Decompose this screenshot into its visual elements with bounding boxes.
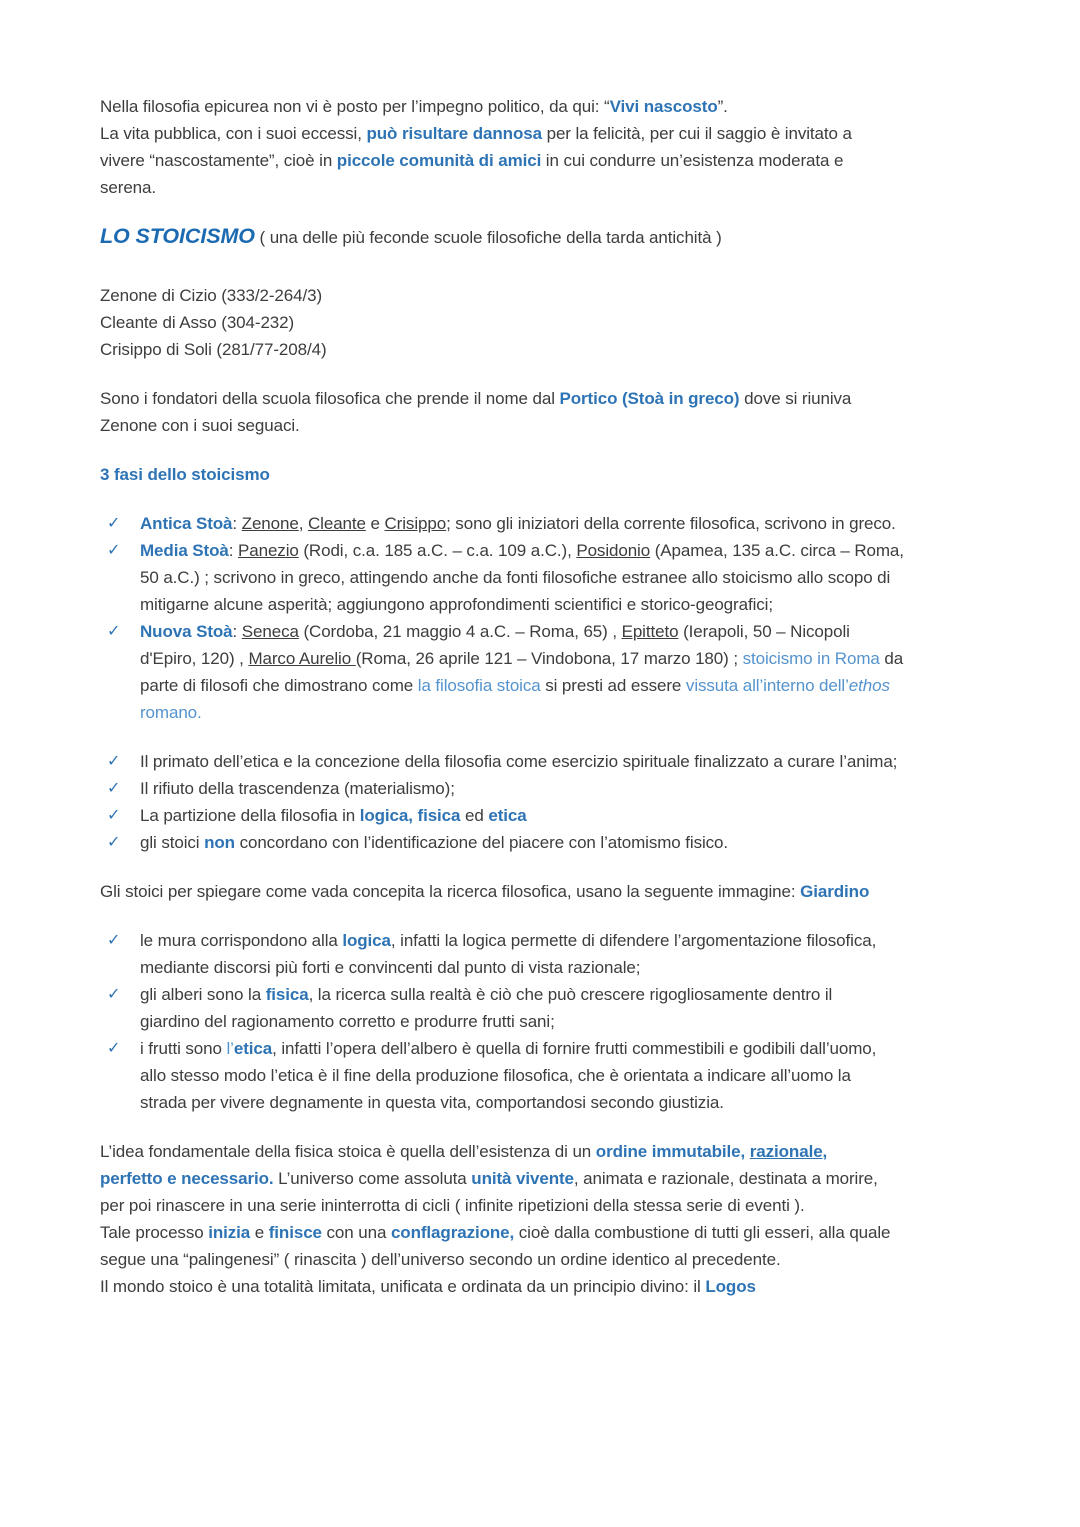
text-run: (Roma, 26 aprile 121 – Vindobona, 17 marzo 180) ; <box>355 649 743 668</box>
underlined-name: Panezio <box>238 541 299 560</box>
text-run: ed <box>460 806 489 825</box>
underlined-name: Marco Aurelio <box>248 649 356 668</box>
text-run: Crisippo di Soli (281/77-208/4) <box>100 340 327 359</box>
text-line <box>140 802 1005 829</box>
checklist-item-text <box>140 1035 1005 1116</box>
text-run: , infatti la logica permette di difendere l’argomentazione filosofica, <box>390 931 877 950</box>
checklist-item <box>100 981 1005 1035</box>
highlighted-term: Vivi nascosto <box>609 97 718 116</box>
checklist-item-text <box>140 802 1005 829</box>
text-run: strada per vivere degnamente in questa vita, comportandosi secondo giustizia. <box>140 1093 724 1112</box>
text-line <box>140 672 1005 699</box>
check-icon: ✓ <box>107 542 121 559</box>
text-line <box>100 1192 1005 1219</box>
principles-checklist <box>100 748 1005 856</box>
text-run: L’idea fondamentale della fisica stoica è quella dell’esistenza di un <box>100 1142 596 1161</box>
check-icon: ✓ <box>107 623 121 640</box>
highlighted-term: piccole comunità di amici <box>336 151 542 170</box>
underlined-name: Crisippo <box>384 514 447 533</box>
text-run: Sono i fondatori della scuola filosofica che prende il nome dal <box>100 389 560 408</box>
document-content <box>100 93 1005 1300</box>
text-run: (Ierapoli, 50 – Nicopoli <box>678 622 850 641</box>
text-run: , infatti l’opera dell’albero è quella di fornire frutti commestibili e godibili dall’uomo, <box>272 1039 877 1058</box>
founders-list <box>100 282 1005 363</box>
text-line <box>100 1273 1005 1300</box>
intro-paragraph <box>100 93 1005 201</box>
highlighted-term: conflagrazione, <box>390 1223 515 1242</box>
checklist-item <box>100 748 1005 775</box>
checklist-item-text <box>140 829 1005 856</box>
highlighted-term: logica <box>342 931 391 950</box>
text-line <box>100 120 1005 147</box>
text-run: le mura corrispondono alla <box>140 931 343 950</box>
text-line <box>140 1089 1005 1116</box>
checklist-item-text <box>140 748 1005 775</box>
underlined-name: Cleante <box>307 514 366 533</box>
text-run: : <box>228 541 238 560</box>
text-run: per la felicità, per cui il saggio è invitato a <box>541 124 852 143</box>
text-line <box>140 564 1005 591</box>
checklist-item-text <box>140 981 1005 1035</box>
text-run: (Cordoba, 21 maggio 4 a.C. – Roma, 65) , <box>298 622 622 641</box>
text-run: La partizione della filosofia in <box>140 806 360 825</box>
highlighted-term: ordine immutabile, <box>595 1142 750 1161</box>
check-icon: ✓ <box>107 986 121 1003</box>
text-run: parte di filosofi che dimostrano come <box>140 676 418 695</box>
text-run: : <box>232 622 242 641</box>
text-run: Il rifiuto della trascendenza (materialismo); <box>140 779 455 798</box>
text-run: (Rodi, c.a. 185 a.C. – c.a. 109 a.C.), <box>298 541 577 560</box>
text-run: e <box>250 1223 269 1242</box>
checklist-item <box>100 1035 1005 1116</box>
text-run: in cui condurre un’esistenza moderata e <box>541 151 844 170</box>
physics-paragraph <box>100 1138 1005 1300</box>
text-line <box>100 282 1005 309</box>
light-blue-phrase: l’ <box>226 1039 234 1058</box>
text-run: Il mondo stoico è una totalità limitata, unificata e ordinata da un principio divino: il <box>100 1277 706 1296</box>
highlighted-term: perfetto e necessario. <box>100 1169 274 1188</box>
text-run: L’universo come assoluta <box>273 1169 472 1188</box>
text-run: (Apamea, 135 a.C. circa – Roma, <box>650 541 904 560</box>
highlighted-term: fisica <box>417 806 461 825</box>
stoicismo-heading <box>100 221 1005 253</box>
light-blue-phrase: stoicismo in Roma <box>742 649 880 668</box>
text-run: dove si riuniva <box>739 389 852 408</box>
text-line <box>140 829 1005 856</box>
text-run: , <box>298 514 308 533</box>
text-line <box>140 927 1005 954</box>
text-line <box>100 1138 1005 1165</box>
light-blue-phrase: vissuta all’interno dell’ <box>685 676 849 695</box>
text-run: segue una “palingenesi” ( rinascita ) dell’universo secondo un ordine identico al precedente. <box>100 1250 781 1269</box>
checklist-item <box>100 775 1005 802</box>
check-icon: ✓ <box>107 807 121 824</box>
text-run: Nella filosofia epicurea non vi è posto per l’impegno politico, da qui: “ <box>100 97 610 116</box>
text-run: da <box>879 649 904 668</box>
text-run: Gli stoici per spiegare come vada concepita la ricerca filosofica, usano la seguente immagine: <box>100 882 801 901</box>
highlighted-term: Giardino <box>800 882 870 901</box>
checklist-item <box>100 927 1005 981</box>
highlighted-term: fisica <box>265 985 309 1004</box>
highlighted-term: 3 fasi dello stoicismo <box>100 465 270 484</box>
checklist-item-text <box>140 510 1005 537</box>
highlighted-term: Media Stoà <box>140 541 229 560</box>
text-line <box>100 174 1005 201</box>
text-run: e <box>365 514 385 533</box>
highlighted-term: Antica Stoà <box>140 514 233 533</box>
text-line <box>100 147 1005 174</box>
check-icon: ✓ <box>107 1040 121 1057</box>
text-line <box>140 1008 1005 1035</box>
text-run: Tale processo <box>100 1223 209 1242</box>
checklist-item <box>100 510 1005 537</box>
text-line <box>140 618 1005 645</box>
garden-checklist <box>100 927 1005 1116</box>
text-line <box>100 1219 1005 1246</box>
stoa-phases-checklist <box>100 510 1005 726</box>
highlighted-underlined-term: razionale, <box>749 1142 828 1161</box>
underlined-name: Seneca <box>241 622 299 641</box>
text-line <box>100 461 1005 488</box>
highlighted-term: Nuova Stoà <box>140 622 233 641</box>
text-run: 50 a.C.) ; scrivono in greco, attingendo anche da fonti filosofiche estranee allo stoicismo allo scopo di <box>140 568 891 587</box>
text-line <box>140 1062 1005 1089</box>
check-icon: ✓ <box>107 515 121 532</box>
text-run: allo stesso modo l’etica è il fine della produzione filosofica, che è orientata a indicare all’uomo la <box>140 1066 851 1085</box>
highlighted-term: non <box>204 833 235 852</box>
check-icon: ✓ <box>107 780 121 797</box>
underlined-name: Posidonio <box>576 541 651 560</box>
text-run: La vita pubblica, con i suoi eccessi, <box>100 124 367 143</box>
highlighted-term: Logos <box>705 1277 756 1296</box>
underlined-name: Epitteto <box>621 622 679 641</box>
text-line <box>140 591 1005 618</box>
text-run: giardino del ragionamento corretto e produrre frutti sani; <box>140 1012 555 1031</box>
text-run: d'Epiro, 120) , <box>140 649 249 668</box>
light-blue-phrase: la filosofia stoica <box>417 676 541 695</box>
text-line <box>100 412 1005 439</box>
text-run: concordano con l’identificazione del piacere con l’atomismo fisico. <box>234 833 729 852</box>
text-run: mitigarne alcune asperità; aggiungono approfondimenti scientifici e storico-geografici; <box>140 595 773 614</box>
checklist-item-text <box>140 537 1005 618</box>
highlighted-term: può risultare dannosa <box>366 124 542 143</box>
text-line <box>100 878 1005 905</box>
checklist-item <box>100 537 1005 618</box>
check-icon: ✓ <box>107 932 121 949</box>
text-line <box>140 1035 1005 1062</box>
highlighted-term: etica <box>488 806 527 825</box>
highlighted-term: finisce <box>268 1223 322 1242</box>
checklist-item-text <box>140 775 1005 802</box>
checklist-item <box>100 802 1005 829</box>
text-run: ( una delle più feconde scuole filosofiche della tarda antichità ) <box>254 228 722 247</box>
text-line <box>100 1165 1005 1192</box>
text-run: Il primato dell’etica e la concezione della filosofia come esercizio spirituale finalizzato a curare l’anima; <box>140 752 898 771</box>
light-blue-phrase: romano. <box>140 703 202 722</box>
text-run: vivere “nascostamente”, cioè in <box>100 151 337 170</box>
highlighted-term: etica <box>233 1039 273 1058</box>
heading-title-text: LO STOICISMO <box>100 224 255 248</box>
highlighted-term: unità vivente <box>471 1169 574 1188</box>
text-line <box>100 309 1005 336</box>
text-run: i frutti sono <box>140 1039 227 1058</box>
text-run: gli alberi sono la <box>140 985 266 1004</box>
text-run: gli stoici <box>140 833 205 852</box>
text-line <box>140 954 1005 981</box>
text-line <box>140 510 1005 537</box>
text-line <box>140 537 1005 564</box>
text-run: Zenone con i suoi seguaci. <box>100 416 300 435</box>
text-run: mediante discorsi più forti e convincenti dal punto di vista razionale; <box>140 958 641 977</box>
text-line <box>140 775 1005 802</box>
text-run: ”. <box>717 97 728 116</box>
garden-intro-paragraph <box>100 878 1005 905</box>
text-run: ; sono gli iniziatori della corrente filosofica, scrivono in greco. <box>446 514 896 533</box>
highlighted-term: Portico (Stoà in greco) <box>559 389 740 408</box>
text-run: cioè dalla combustione di tutti gli esseri, alla quale <box>514 1223 891 1242</box>
text-run: : <box>232 514 242 533</box>
check-icon: ✓ <box>107 753 121 770</box>
text-line <box>140 748 1005 775</box>
check-icon: ✓ <box>107 834 121 851</box>
highlighted-term: logica, <box>359 806 413 825</box>
text-run: Cleante di Asso (304-232) <box>100 313 295 332</box>
text-line <box>140 645 1005 672</box>
italic-light-blue-term: ethos <box>848 676 890 695</box>
text-line <box>140 699 1005 726</box>
text-line <box>100 1246 1005 1273</box>
text-line <box>140 981 1005 1008</box>
text-line <box>100 221 1005 253</box>
text-run: per poi rinascere in una serie ininterrotta di cicli ( infinite ripetizioni della stessa serie di eventi ). <box>100 1196 805 1215</box>
text-run: si presti ad essere <box>540 676 686 695</box>
text-line <box>100 336 1005 363</box>
text-run: serena. <box>100 178 157 197</box>
text-run: con una <box>321 1223 391 1242</box>
founders-paragraph <box>100 385 1005 439</box>
text-run: Zenone di Cizio (333/2-264/3) <box>100 286 323 305</box>
text-run: , la ricerca sulla realtà è ciò che può crescere rigogliosamente dentro il <box>308 985 833 1004</box>
checklist-item-text <box>140 618 1005 726</box>
checklist-item-text <box>140 927 1005 981</box>
highlighted-term: inizia <box>208 1223 251 1242</box>
text-line <box>100 385 1005 412</box>
text-line <box>100 93 1005 120</box>
text-run: , animata e razionale, destinata a morire, <box>573 1169 878 1188</box>
checklist-item <box>100 829 1005 856</box>
underlined-name: Zenone <box>241 514 299 533</box>
phases-subheading <box>100 461 1005 488</box>
checklist-item <box>100 618 1005 726</box>
